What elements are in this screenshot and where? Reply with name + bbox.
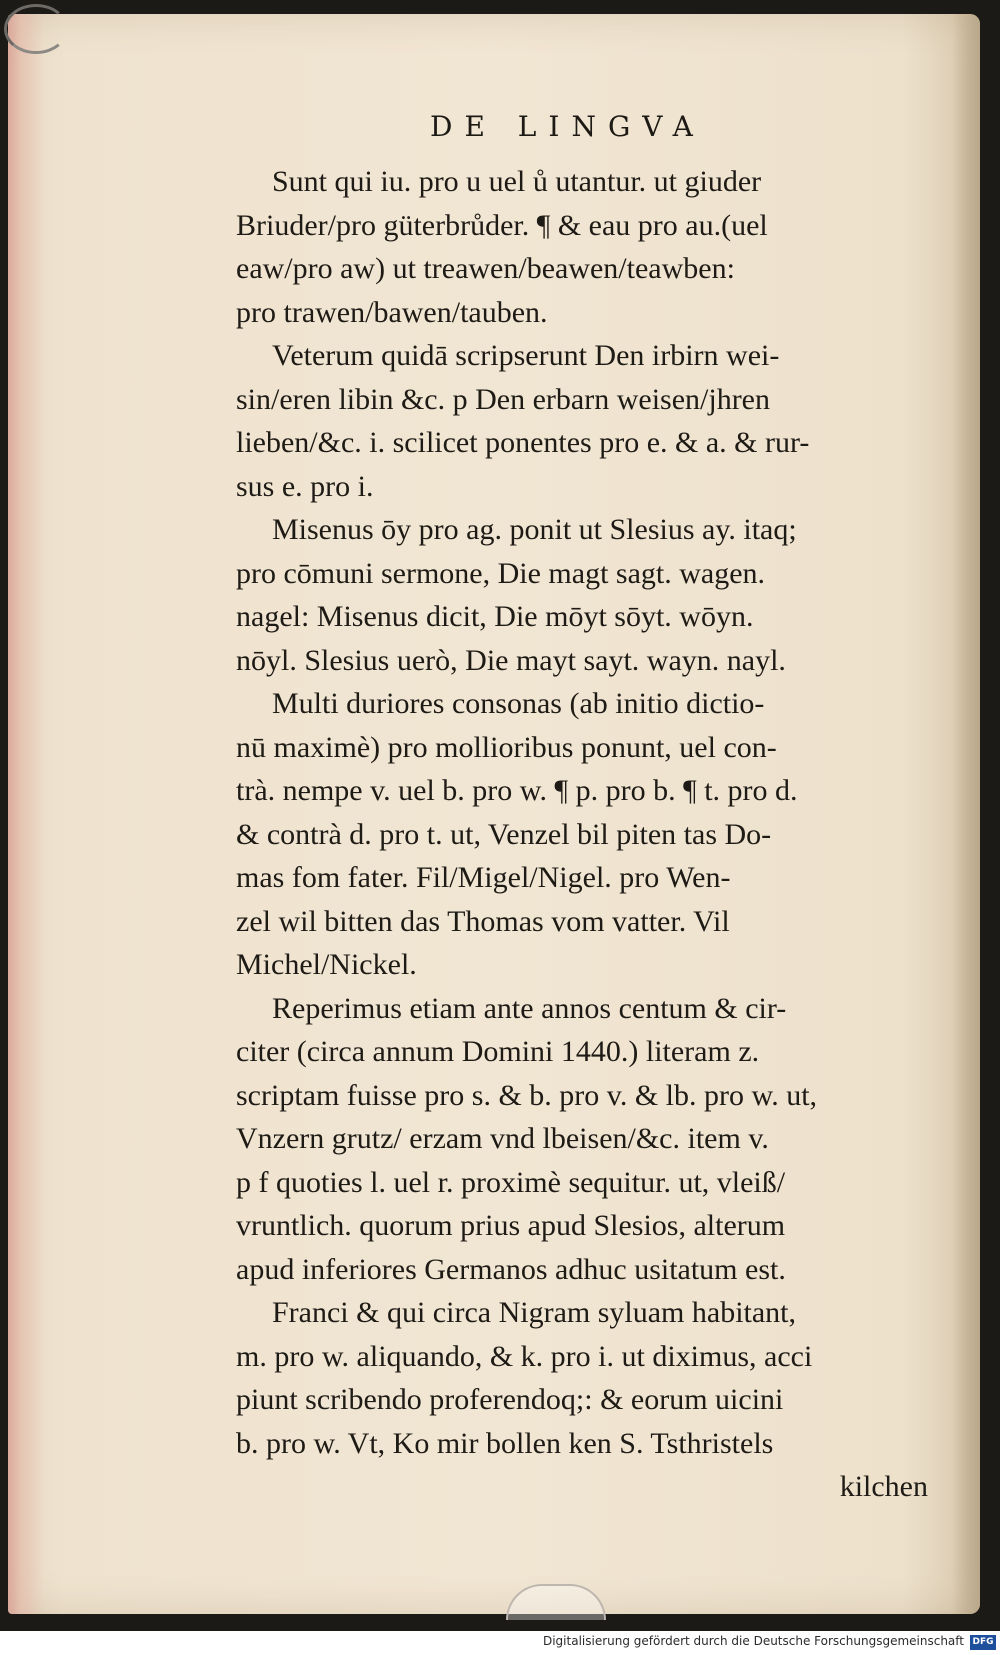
text-line: pro trawen/bawen/tauben. xyxy=(236,295,548,329)
text-line: nōyl. Slesius uerò, Die mayt sayt. wayn. nayl. xyxy=(236,643,786,677)
catchword: kilchen xyxy=(839,1470,928,1503)
text-line: sus e. pro i. xyxy=(236,469,374,503)
text-line: Veterum quidā scripserunt Den irbirn wei- xyxy=(272,339,780,372)
footer-bar xyxy=(0,1631,1000,1655)
text-line: m. pro w. aliquando, & k. pro i. ut diximus, acci xyxy=(236,1339,813,1373)
text-line: Sunt qui iu. pro u uel ů utantur. ut giuder xyxy=(272,165,762,198)
page-right-edge xyxy=(952,14,980,1614)
text-line: Misenus ōy pro ag. ponit ut Slesius ay. itaq; xyxy=(272,513,797,546)
text-line: scriptam fuisse pro s. & b. pro v. & lb. pro w. ut, xyxy=(236,1078,818,1112)
text-line: b. pro w. Vt, Ko mir bollen ken S. Tsthristels xyxy=(236,1426,774,1460)
text-line: Franci & qui circa Nigram syluam habitant, xyxy=(272,1296,797,1329)
text-line: nagel: Misenus dicit, Die mōyt sōyt. wōyn. xyxy=(236,600,754,633)
text-block xyxy=(236,160,948,1509)
text-line: eaw/pro aw) ut treawen/beawen/teawben: xyxy=(236,252,735,285)
text-line: Briuder/pro güterbrůder. ¶ & eau pro au.(uel xyxy=(236,208,768,242)
text-line: citer (circa annum Domini 1440.) literam z. xyxy=(236,1035,760,1068)
text-line: Reperimus etiam ante annos centum & cir- xyxy=(272,991,787,1025)
text-line: & contrà d. pro t. ut, Venzel bil piten tas Do- xyxy=(236,817,772,851)
text-line: lieben/&c. i. scilicet ponentes pro e. & a. & rur- xyxy=(236,426,810,459)
text-line: Michel/Nickel. xyxy=(236,948,417,981)
page-header: DE LINGVA xyxy=(430,110,705,143)
text-line: pro cōmuni sermone, Die magt sagt. wagen. xyxy=(236,556,766,590)
footer-credit: Digitalisierung gefördert durch die Deutsche Forschungsgemeinschaft xyxy=(542,1634,964,1648)
dfg-logo-icon: DFG xyxy=(970,1635,996,1650)
text-line: sin/eren libin &c. p Den erbarn weisen/jhren xyxy=(236,382,770,416)
text-line: vruntlich. quorum prius apud Slesios, alterum xyxy=(236,1209,786,1242)
page-left-edge xyxy=(8,14,44,1614)
text-line: piunt scribendo proferendoq;: & eorum uicini xyxy=(236,1383,784,1416)
clip-icon xyxy=(4,4,68,54)
text-line: zel wil bitten das Thomas vom vatter. Vil xyxy=(236,904,730,938)
text-line: nū maximè) pro mollioribus ponunt, uel con- xyxy=(236,730,777,764)
text-line: Vnzern grutz/ erzam vnd lbeisen/&c. item v. xyxy=(236,1122,769,1155)
text-line: trà. nempe v. uel b. pro w. ¶ p. pro b. ¶ t. pro d. xyxy=(236,774,798,807)
text-line: apud inferiores Germanos adhuc usitatum est. xyxy=(236,1252,786,1286)
text-line: mas fom fater. Fil/Migel/Nigel. pro Wen- xyxy=(236,861,731,894)
text-line: p f quoties l. uel r. proximè sequitur. ut, vleiß/ xyxy=(236,1165,786,1199)
text-line: Multi duriores consonas (ab initio dictio- xyxy=(272,687,765,720)
